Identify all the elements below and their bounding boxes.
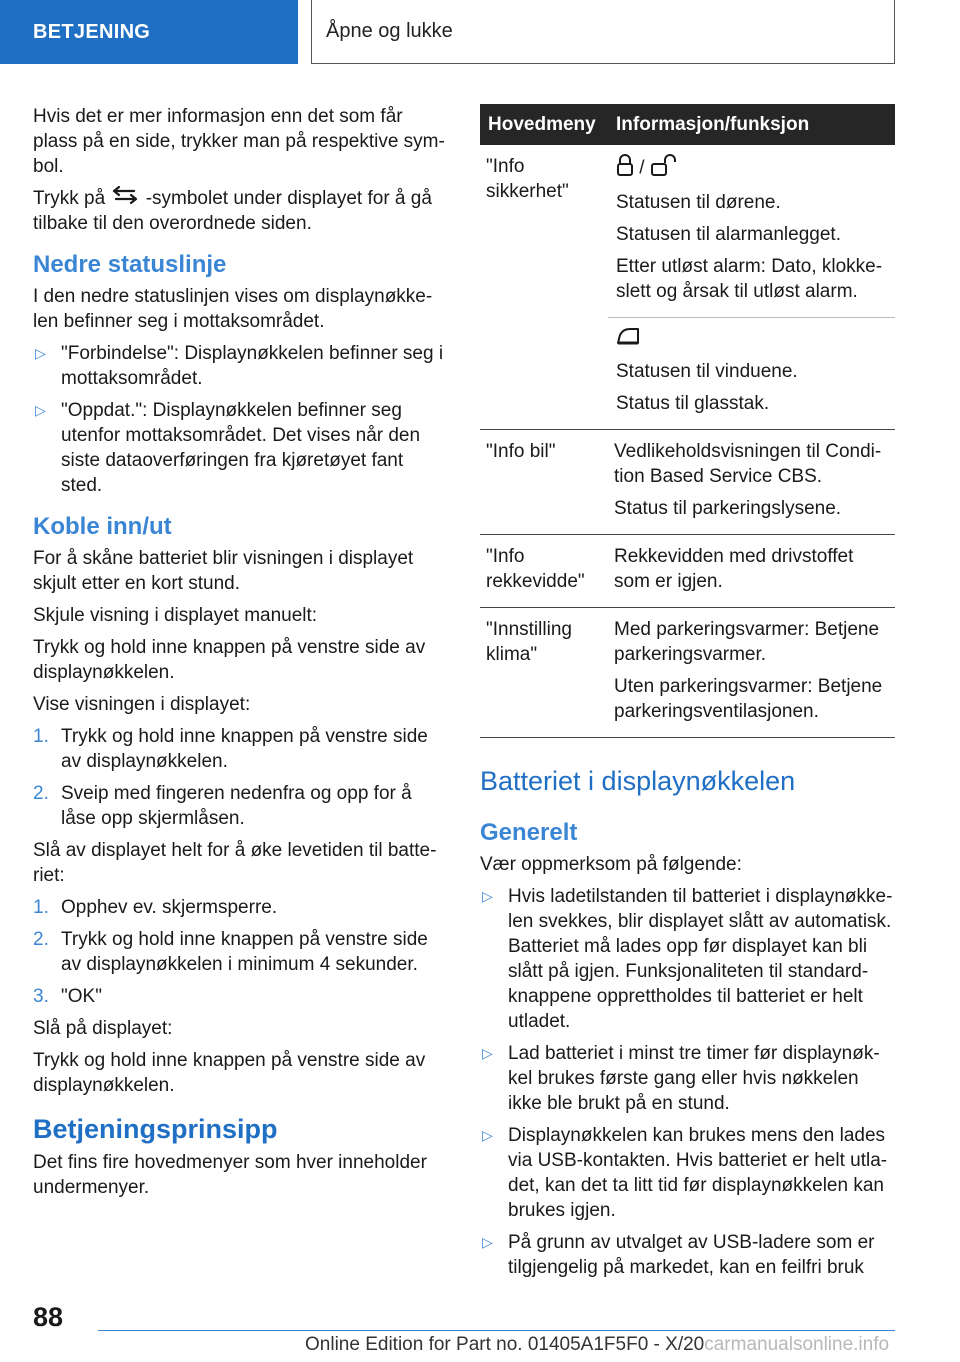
onoff-paragraph-1: For å skåne batteriet blir visningen i displayet skjult etter en kort stund. — [33, 548, 414, 595]
off-steps — [33, 895, 448, 1009]
section-tab — [0, 0, 298, 64]
list-item: 2. Trykk og hold inne knappen på venstre side av displaynøkkelen i minimum 4 sekunder. — [33, 929, 428, 976]
back-paragraph — [33, 186, 448, 236]
principle-heading: Betjeningsprinsipp — [33, 1114, 278, 1145]
section-title: BETJENING — [33, 20, 151, 43]
general-paragraph: Vær oppmerksom på følgende: — [480, 854, 742, 876]
watermark-text: carmanualsonline.info — [704, 1334, 890, 1355]
footer-divider — [98, 1330, 895, 1331]
list-item: ▷ Lad batteriet i minst tre timer før displaynøk-kel brukes første gang eller hvis nøkkelen ikke ble brukt på en stund. — [482, 1043, 880, 1115]
general-heading: Generelt — [480, 819, 578, 847]
onoff-paragraph-2: Skjule visning i displayet manuelt: — [33, 605, 318, 627]
principle-paragraph: Det fins fire hovedmenyer som hver inneholder undermenyer. — [33, 1152, 427, 1199]
row-name-range: "Info rekkevidde" — [480, 535, 608, 608]
onoff-heading: Koble inn/ut — [33, 513, 172, 541]
triangle-bullet-icon: ▷ — [482, 1127, 493, 1144]
back-text-pre: Trykk på — [33, 188, 106, 209]
list-item: 1. Opphev ev. skjermsperre. — [33, 897, 278, 919]
list-item: ▷ Displaynøkkelen kan brukes mens den lades via USB-kontakten. Hvis batteriet er helt utla-det, kan det ta litt tid før displaynøkkelen kan brukes igjen. — [482, 1125, 888, 1222]
row-name-safety: "Info sikkerhet" — [480, 145, 608, 430]
chapter-box — [311, 0, 895, 64]
list-item: ▷ Hvis ladetilstanden til batteriet i displaynøkke-len svekkes, blir displayet slått av automatisk. Batteriet må lades opp før displayet kan bli slått på igjen. Funksjonaliteten til standard-knappene opprettholdes til batteriet er helt utladet. — [482, 886, 893, 1033]
intro-paragraph: Hvis det er mer informasjon enn det som får plass på en side, trykker man på respektive sym-bol. — [33, 106, 445, 177]
edition-text: Online Edition for Part no. 01405A1F5F0 - X/20 — [305, 1334, 705, 1355]
right-column — [480, 104, 895, 1287]
icon-separator: / — [639, 157, 645, 179]
onoff-paragraph-4: Vise visningen i displayet: — [33, 694, 251, 716]
table-header-info: Informasjon/funksjon — [608, 104, 895, 145]
list-item: ▷ "Oppdat.": Displaynøkkelen befinner seg utenfor mottaksområdet. Det vises når den siste dataoverføringen fra kjøretøyet fant sted. — [35, 400, 421, 497]
on-paragraph-2: Trykk og hold inne knappen på venstre side av displaynøkkelen. — [33, 1050, 426, 1097]
status-heading: Nedre statuslinje — [33, 251, 227, 279]
back-arrow-icon — [110, 186, 140, 211]
table-row — [480, 145, 895, 430]
left-column — [33, 104, 448, 1207]
menu-table — [480, 104, 895, 738]
list-item: ▷ "Forbindelse": Displaynøkkelen befinner seg i mottaksområdet. — [35, 343, 444, 390]
list-item: 2. Sveip med fingeren nedenfra og opp for å låse opp skjermlåsen. — [33, 783, 412, 830]
list-item: ▷ På grunn av utvalget av USB-ladere som er tilgjengelig på markedet, kan en feilfri bruk — [482, 1232, 875, 1279]
onoff-paragraph-3: Trykk og hold inne knappen på venstre side av displaynøkkelen. — [33, 637, 426, 684]
triangle-bullet-icon: ▷ — [482, 888, 493, 905]
triangle-bullet-icon: ▷ — [482, 1234, 493, 1251]
table-row: "Info bil" Vedlikeholdsvisningen til Condi-tion Based Service CBS. Status til parkeringslysene. — [480, 430, 895, 535]
triangle-bullet-icon: ▷ — [35, 402, 46, 419]
battery-list — [480, 884, 895, 1280]
triangle-bullet-icon: ▷ — [482, 1045, 493, 1062]
status-list — [33, 341, 448, 498]
list-item: 3. "OK" — [33, 986, 102, 1008]
row-name-climate: "Innstilling klima" — [480, 608, 608, 738]
row-content-safety: / Statusen til dørene. Statusen til alarmanlegget. Etter utløst alarm: Dato, klokke-slett og årsak til utløst alarm. Statusen til vinduene. Status til glasstak. — [608, 145, 895, 430]
table-header-row — [480, 104, 895, 145]
row-name-vehicle: "Info bil" — [480, 430, 608, 535]
off-paragraph: Slå av displayet helt for å øke levetiden til batte-riet: — [33, 840, 437, 887]
window-icon — [616, 327, 640, 352]
table-header-main-menu: Hovedmeny — [480, 104, 608, 145]
table-row: "Innstilling klima" Med parkeringsvarmer: Betjene parkeringsvarmer. Uten parkeringsvarmer: Betjene parkeringsventilasjonen. — [480, 608, 895, 738]
status-paragraph: I den nedre statuslinjen vises om displaynøkke-len befinner seg i mottaksområdet. — [33, 286, 433, 333]
triangle-bullet-icon: ▷ — [35, 345, 46, 362]
lock-open-icon — [650, 154, 676, 183]
on-paragraph: Slå på displayet: — [33, 1018, 173, 1040]
show-steps — [33, 724, 448, 831]
chapter-title: Åpne og lukke — [326, 20, 453, 42]
footer-edition — [305, 1334, 889, 1356]
table-row: "Info rekkevidde" Rekkevidden med drivstoffet som er igjen. — [480, 535, 895, 608]
page-number: 88 — [33, 1302, 64, 1332]
battery-heading: Batteriet i displaynøkkelen — [480, 766, 796, 797]
list-item: 1. Trykk og hold inne knappen på venstre side av displaynøkkelen. — [33, 726, 428, 773]
lock-closed-icon — [616, 154, 634, 183]
back-text-post: -symbolet under displayet for å gå tilbake til den overordnede siden. — [33, 188, 432, 235]
